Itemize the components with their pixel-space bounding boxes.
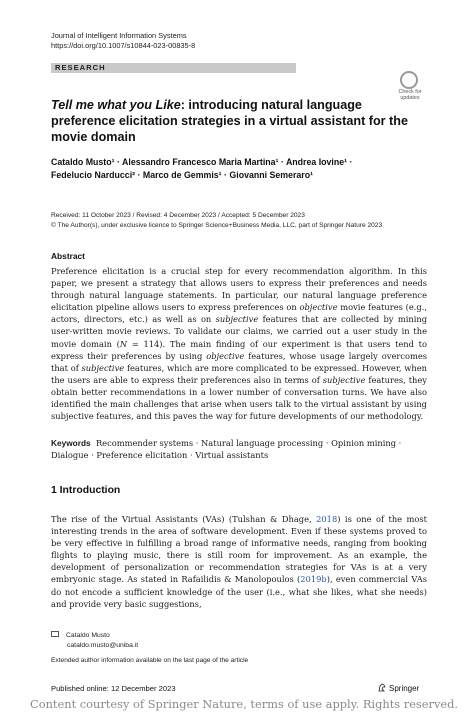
citation-link[interactable]: 2019b — [300, 574, 327, 585]
badge-line-2: updates — [400, 95, 420, 101]
contact-name: Cataldo Musto — [66, 632, 110, 639]
introduction-body: The rise of the Virtual Assistants (VAs) (Tulshan & Dhage, 2018) is one of the most interesting trends in the area of software development. Even if these systems proved to be very effective in fulfilling a broad range of informative needs, ranging from booking flights to playing music, there is still room for improvement. As an example, the development of personalization or recommendation strategies for VAs is at a very embryonic stage. As stated in Rafailidis & Manolopoulos (2019b), even commercial VAs do not encode a sufficient knowledge of the user (i.e., what she likes, what she needs) and provide very basic suggestions, — [51, 514, 427, 609]
corresponding-author — [51, 631, 138, 650]
copyright-line: © The Author(s), under exclusive licence to Springer Science+Business Media, LLC, part of Springer Nature 2023 — [51, 221, 383, 229]
keywords — [51, 437, 427, 462]
contact-email[interactable]: cataldo.musto@uniba.it — [67, 641, 139, 649]
authors-line-1: Cataldo Musto¹ · Alessandro Francesco Maria Martina¹ · Andrea Iovine¹ · — [51, 157, 353, 167]
springer-horse-icon — [378, 683, 386, 692]
doi-link[interactable]: https://doi.org/10.1007/s10844-023-00835-8 — [51, 41, 196, 50]
section-heading-introduction: 1 Introduction — [51, 485, 121, 496]
article-type-label: RESEARCH — [55, 63, 106, 72]
article-title — [51, 97, 421, 145]
courtesy-watermark: Content courtesy of Springer Nature, terms of use apply. Rights reserved. — [30, 697, 459, 711]
article-history — [51, 211, 441, 230]
check-updates-icon — [400, 71, 418, 89]
abstract-body: Preference elicitation is a crucial step for every recommendation algorithm. In this paper, we present a strategy that allows users to express their preferences and needs through natural language statements. In particular, our natural language preference elicitation pipeline allows users to express preferences on objective movie features (e.g., actors, directors, etc.) as well as on subjective features that are collected by mining user-written movie reviews. To validate our claims, we carried out a user study in the movie domain (N = 114). The main finding of our experiment is that users tend to express their preferences by using objective features, whose usage largely overcomes that of subjective features, which are more complicated to be expressed. However, when the users are able to express their preferences also in terms of subjective features, they obtain better recommendations in a lower number of conversation turns. We have also identified the main challenges that arise when users talk to the virtual assistant by using subjective features, and this paves the way for future developments of our methodology. — [51, 266, 428, 422]
publisher-logo — [378, 683, 419, 693]
badge-line-1: Check for — [398, 89, 422, 95]
keywords-label: Keywords — [51, 438, 91, 448]
abstract-heading: Abstract — [51, 251, 85, 261]
extended-info: Extended author information available on the last page of the article — [51, 657, 249, 664]
citation-link[interactable]: 2018 — [316, 514, 338, 524]
received-dates: Received: 11 October 2023 / Revised: 4 December 2023 / Accepted: 5 December 2023 — [51, 212, 305, 219]
journal-header — [51, 31, 195, 51]
journal-name: Journal of Intelligent Information Systems — [51, 31, 187, 40]
author-list — [51, 156, 431, 182]
published-date: Published online: 12 December 2023 — [51, 684, 176, 693]
mail-icon — [51, 631, 59, 637]
title-rest: : introducing natural language preference elicitation strategies in a virtual assistant for the movie domain — [51, 98, 408, 144]
title-emphasis: Tell me what you Like — [51, 98, 181, 112]
authors-line-2: Fedelucio Narducci² · Marco de Gemmis¹ · Giovanni Semeraro¹ — [51, 170, 314, 180]
keywords-text: Recommender systems · Natural language processing · Opinion mining · Dialogue · Preference elicitation · Virtual assistants — [51, 438, 402, 461]
publisher-name: Springer — [389, 684, 420, 693]
